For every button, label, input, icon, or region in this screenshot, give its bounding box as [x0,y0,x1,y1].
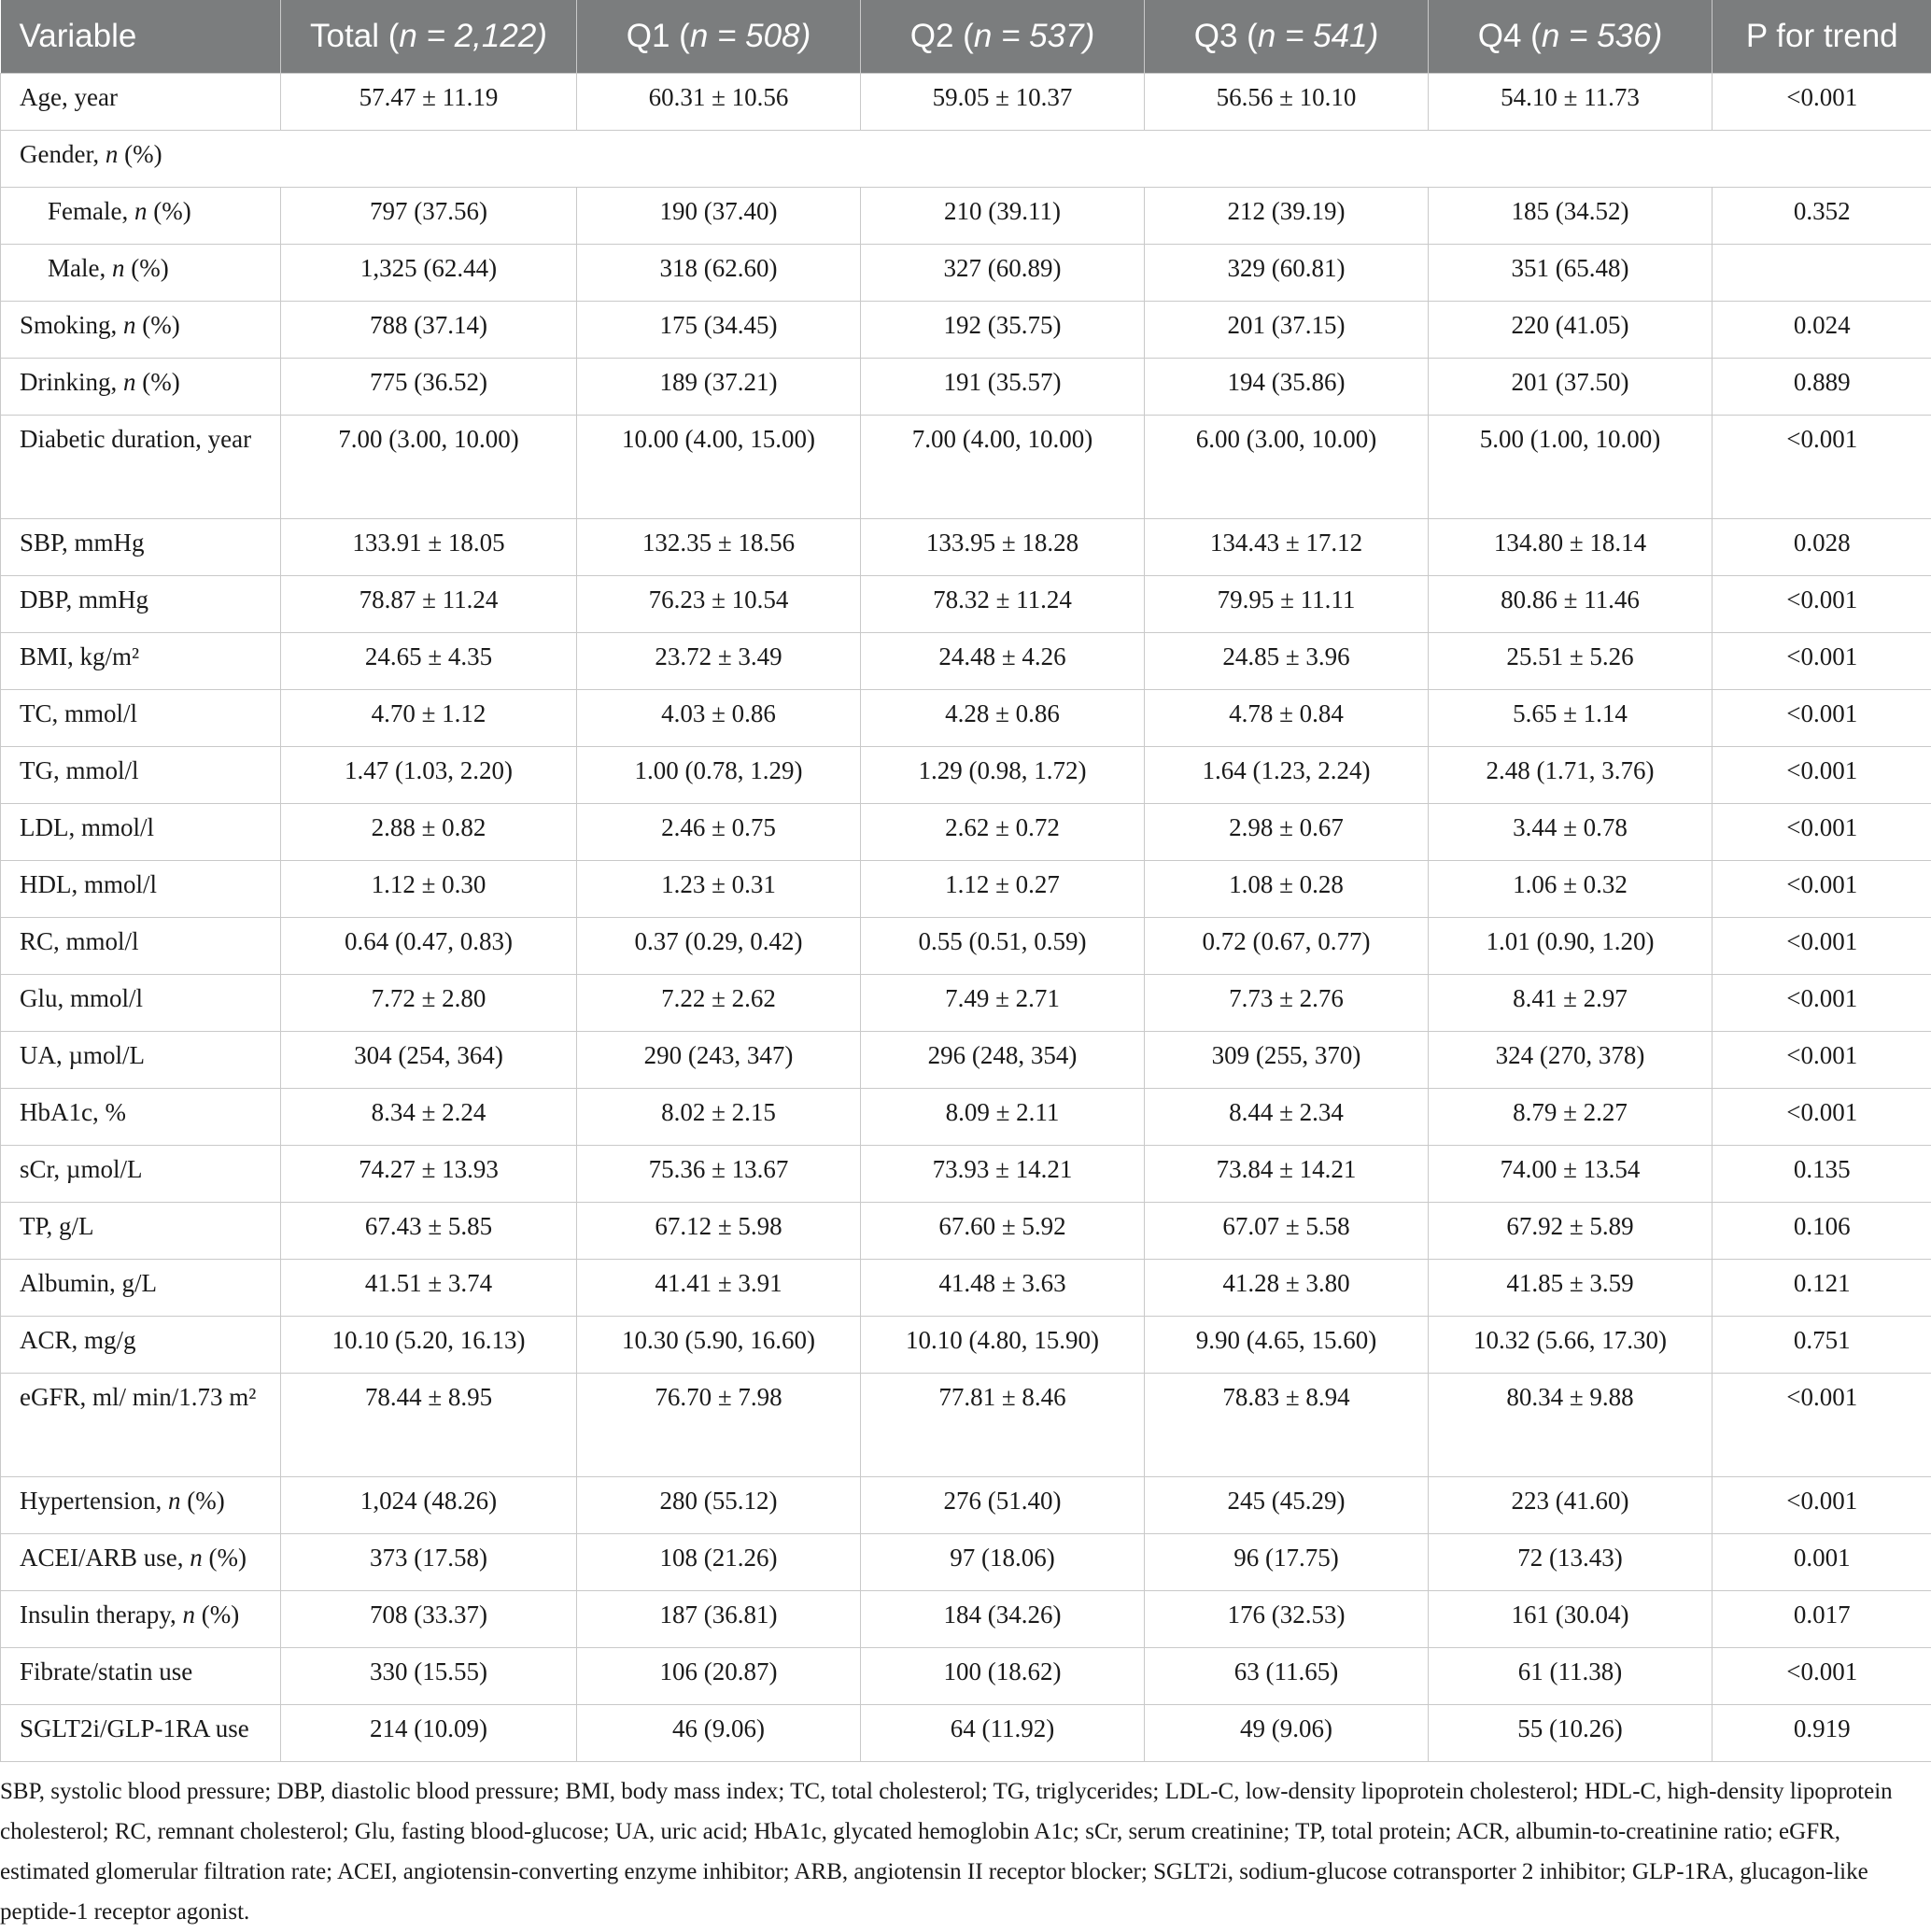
value-cell: 0.37 (0.29, 0.42) [577,918,861,975]
value-cell: 2.46 ± 0.75 [577,804,861,861]
table-row [1,1591,1931,1648]
column-n: n = 536) [1542,18,1662,54]
row-variable-label: Diabetic duration, year [1,416,281,519]
row-variable-label: BMI, kg/m² [1,633,281,690]
row-variable-label: Glu, mmol/l [1,975,281,1032]
table-row [1,519,1931,576]
value-cell: 54.10 ± 11.73 [1429,74,1713,131]
row-variable-label: RC, mmol/l [1,918,281,975]
value-cell: 10.32 (5.66, 17.30) [1429,1317,1713,1374]
row-variable-label: HbA1c, % [1,1089,281,1146]
value-cell: 175 (34.45) [577,302,861,359]
value-cell: 67.07 ± 5.58 [1145,1203,1429,1260]
value-cell: 8.09 ± 2.11 [861,1089,1145,1146]
value-cell: 185 (34.52) [1429,188,1713,245]
value-cell: 133.95 ± 18.28 [861,519,1145,576]
value-cell: 74.27 ± 13.93 [281,1146,577,1203]
p-trend-cell: <0.001 [1713,804,1931,861]
column-header-q3 [1145,0,1429,74]
p-trend-cell [1713,245,1931,302]
column-header-q4 [1429,0,1713,74]
value-cell: 10.10 (4.80, 15.90) [861,1317,1145,1374]
value-cell: 161 (30.04) [1429,1591,1713,1648]
value-cell: 1.00 (0.78, 1.29) [577,747,861,804]
value-cell: 210 (39.11) [861,188,1145,245]
value-cell: 1.23 ± 0.31 [577,861,861,918]
value-cell: 5.65 ± 1.14 [1429,690,1713,747]
p-trend-cell: 0.121 [1713,1260,1931,1317]
table-row [1,1032,1931,1089]
column-label: Variable [20,18,137,54]
value-cell: 49 (9.06) [1145,1705,1429,1762]
p-trend-cell: 0.017 [1713,1591,1931,1648]
value-cell: 1.12 ± 0.30 [281,861,577,918]
value-cell: 7.00 (3.00, 10.00) [281,416,577,519]
value-cell: 788 (37.14) [281,302,577,359]
value-cell: 3.44 ± 0.78 [1429,804,1713,861]
value-cell: 245 (45.29) [1145,1477,1429,1534]
row-variable-label: eGFR, ml/ min/1.73 m² [1,1374,281,1477]
value-cell: 1.08 ± 0.28 [1145,861,1429,918]
value-cell: 192 (35.75) [861,302,1145,359]
table-row [1,359,1931,416]
value-cell: 78.44 ± 8.95 [281,1374,577,1477]
table-footnote: SBP, systolic blood pressure; DBP, diastolic blood pressure; BMI, body mass index; TC, total cholesterol; TG, triglycerides; LDL-C, low-density lipoprotein cholesterol; HDL-C, high-density lipoprotein cholesterol; RC, remnant cholesterol; Glu, fasting blood-glucose; UA, uric acid; HbA1c, glycated hemoglobin A1c; sCr, serum creatinine; TP, total protein; ACR, albumin-to-creatinine ratio; eGFR, estimated glomerular filtration rate; ACEI, angiotensin-converting enzyme inhibitor; ARB, angiotensin II receptor blocker; SGLT2i, sodium-glucose cotransporter 2 inhibitor; GLP-1RA, glucagon-like peptide-1 receptor agonist. [0,1762,1924,1932]
value-cell: 190 (37.40) [577,188,861,245]
table-header [1,0,1931,74]
value-cell: 0.55 (0.51, 0.59) [861,918,1145,975]
table-row [1,576,1931,633]
value-cell: 8.44 ± 2.34 [1145,1089,1429,1146]
p-trend-cell: 0.028 [1713,519,1931,576]
value-cell: 6.00 (3.00, 10.00) [1145,416,1429,519]
table-row [1,1374,1931,1477]
value-cell: 10.00 (4.00, 15.00) [577,416,861,519]
value-cell: 351 (65.48) [1429,245,1713,302]
value-cell: 72 (13.43) [1429,1534,1713,1591]
value-cell: 2.62 ± 0.72 [861,804,1145,861]
value-cell: 46 (9.06) [577,1705,861,1762]
value-cell: 187 (36.81) [577,1591,861,1648]
value-cell: 184 (34.26) [861,1591,1145,1648]
value-cell: 41.41 ± 3.91 [577,1260,861,1317]
value-cell: 4.78 ± 0.84 [1145,690,1429,747]
column-label: Q1 ( [627,18,690,54]
value-cell: 133.91 ± 18.05 [281,519,577,576]
row-variable-label: DBP, mmHg [1,576,281,633]
value-cell: 78.87 ± 11.24 [281,576,577,633]
value-cell: 280 (55.12) [577,1477,861,1534]
p-trend-cell: <0.001 [1713,975,1931,1032]
value-cell: 7.49 ± 2.71 [861,975,1145,1032]
column-label: Q3 ( [1194,18,1258,54]
value-cell: 59.05 ± 10.37 [861,74,1145,131]
value-cell: 327 (60.89) [861,245,1145,302]
value-cell: 1.12 ± 0.27 [861,861,1145,918]
table-row [1,690,1931,747]
value-cell: 7.72 ± 2.80 [281,975,577,1032]
row-variable-label: ACEI/ARB use, n (%) [1,1534,281,1591]
table-row [1,1089,1931,1146]
value-cell: 201 (37.15) [1145,302,1429,359]
value-cell: 2.88 ± 0.82 [281,804,577,861]
p-trend-cell: <0.001 [1713,747,1931,804]
value-cell: 1.47 (1.03, 2.20) [281,747,577,804]
value-cell: 60.31 ± 10.56 [577,74,861,131]
value-cell: 132.35 ± 18.56 [577,519,861,576]
column-label: P for trend [1746,18,1898,54]
value-cell: 194 (35.86) [1145,359,1429,416]
table-row [1,1146,1931,1203]
value-cell: 0.72 (0.67, 0.77) [1145,918,1429,975]
column-label: Total ( [310,18,399,54]
value-cell: 2.48 (1.71, 3.76) [1429,747,1713,804]
p-trend-cell: 0.024 [1713,302,1931,359]
table-row [1,861,1931,918]
value-cell: 214 (10.09) [281,1705,577,1762]
value-cell: 78.32 ± 11.24 [861,576,1145,633]
table-row [1,1317,1931,1374]
p-trend-cell: 0.919 [1713,1705,1931,1762]
value-cell: 8.41 ± 2.97 [1429,975,1713,1032]
value-cell: 220 (41.05) [1429,302,1713,359]
p-trend-cell: <0.001 [1713,416,1931,519]
row-variable-label: Smoking, n (%) [1,302,281,359]
row-variable-label: Age, year [1,74,281,131]
value-cell: 41.48 ± 3.63 [861,1260,1145,1317]
value-cell: 708 (33.37) [281,1591,577,1648]
value-cell: 80.34 ± 9.88 [1429,1374,1713,1477]
value-cell: 24.48 ± 4.26 [861,633,1145,690]
row-variable-label: Fibrate/statin use [1,1648,281,1705]
value-cell: 212 (39.19) [1145,188,1429,245]
table-row [1,1203,1931,1260]
table-row [1,804,1931,861]
value-cell: 1.29 (0.98, 1.72) [861,747,1145,804]
value-cell: 8.79 ± 2.27 [1429,1089,1713,1146]
row-variable-label: Female, n (%) [1,188,281,245]
value-cell: 0.64 (0.47, 0.83) [281,918,577,975]
table-row [1,975,1931,1032]
row-variable-label: Male, n (%) [1,245,281,302]
value-cell: 1.06 ± 0.32 [1429,861,1713,918]
row-variable-label: TG, mmol/l [1,747,281,804]
table-row [1,1477,1931,1534]
value-cell: 4.70 ± 1.12 [281,690,577,747]
table-row [1,416,1931,519]
row-variable-label: Drinking, n (%) [1,359,281,416]
row-variable-label: LDL, mmol/l [1,804,281,861]
table-row [1,918,1931,975]
value-cell: 41.51 ± 3.74 [281,1260,577,1317]
table-row [1,131,1931,188]
column-label: Q2 ( [910,18,974,54]
value-cell: 63 (11.65) [1145,1648,1429,1705]
value-cell: 67.43 ± 5.85 [281,1203,577,1260]
value-cell: 96 (17.75) [1145,1534,1429,1591]
value-cell: 797 (37.56) [281,188,577,245]
p-trend-cell: <0.001 [1713,861,1931,918]
column-header-total [281,0,577,74]
row-variable-label: sCr, µmol/L [1,1146,281,1203]
p-trend-cell: 0.352 [1713,188,1931,245]
value-cell: 318 (62.60) [577,245,861,302]
column-label: Q4 ( [1478,18,1542,54]
column-n: n = 537) [974,18,1094,54]
value-cell: 8.02 ± 2.15 [577,1089,861,1146]
table-row [1,1534,1931,1591]
table-row [1,245,1931,302]
row-variable-label: Gender, n (%) [1,131,1931,188]
value-cell: 4.03 ± 0.86 [577,690,861,747]
p-trend-cell: <0.001 [1713,1374,1931,1477]
value-cell: 191 (35.57) [861,359,1145,416]
value-cell: 775 (36.52) [281,359,577,416]
table-row [1,1260,1931,1317]
row-variable-label: UA, µmol/L [1,1032,281,1089]
value-cell: 73.84 ± 14.21 [1145,1146,1429,1203]
value-cell: 55 (10.26) [1429,1705,1713,1762]
value-cell: 9.90 (4.65, 15.60) [1145,1317,1429,1374]
value-cell: 329 (60.81) [1145,245,1429,302]
value-cell: 100 (18.62) [861,1648,1145,1705]
value-cell: 75.36 ± 13.67 [577,1146,861,1203]
p-trend-cell: <0.001 [1713,1032,1931,1089]
p-trend-cell: 0.889 [1713,359,1931,416]
value-cell: 5.00 (1.00, 10.00) [1429,416,1713,519]
p-trend-cell: 0.106 [1713,1203,1931,1260]
row-variable-label: SGLT2i/GLP-1RA use [1,1705,281,1762]
p-trend-cell: 0.751 [1713,1317,1931,1374]
value-cell: 373 (17.58) [281,1534,577,1591]
value-cell: 76.23 ± 10.54 [577,576,861,633]
value-cell: 64 (11.92) [861,1705,1145,1762]
value-cell: 1.01 (0.90, 1.20) [1429,918,1713,975]
table-row [1,74,1931,131]
value-cell: 189 (37.21) [577,359,861,416]
value-cell: 77.81 ± 8.46 [861,1374,1145,1477]
value-cell: 330 (15.55) [281,1648,577,1705]
value-cell: 2.98 ± 0.67 [1145,804,1429,861]
p-trend-cell: <0.001 [1713,1648,1931,1705]
row-variable-label: TP, g/L [1,1203,281,1260]
value-cell: 67.92 ± 5.89 [1429,1203,1713,1260]
value-cell: 296 (248, 354) [861,1032,1145,1089]
value-cell: 7.73 ± 2.76 [1145,975,1429,1032]
value-cell: 324 (270, 378) [1429,1032,1713,1089]
value-cell: 290 (243, 347) [577,1032,861,1089]
value-cell: 7.00 (4.00, 10.00) [861,416,1145,519]
value-cell: 7.22 ± 2.62 [577,975,861,1032]
table-row [1,302,1931,359]
value-cell: 56.56 ± 10.10 [1145,74,1429,131]
value-cell: 304 (254, 364) [281,1032,577,1089]
value-cell: 201 (37.50) [1429,359,1713,416]
p-trend-cell: <0.001 [1713,1477,1931,1534]
value-cell: 57.47 ± 11.19 [281,74,577,131]
value-cell: 10.30 (5.90, 16.60) [577,1317,861,1374]
value-cell: 1.64 (1.23, 2.24) [1145,747,1429,804]
table-body [1,74,1931,1762]
p-trend-cell: <0.001 [1713,1089,1931,1146]
p-trend-cell: <0.001 [1713,576,1931,633]
value-cell: 176 (32.53) [1145,1591,1429,1648]
p-trend-cell: <0.001 [1713,74,1931,131]
value-cell: 8.34 ± 2.24 [281,1089,577,1146]
value-cell: 108 (21.26) [577,1534,861,1591]
value-cell: 80.86 ± 11.46 [1429,576,1713,633]
value-cell: 67.60 ± 5.92 [861,1203,1145,1260]
table-row [1,747,1931,804]
column-header-variable [1,0,281,74]
p-trend-cell: <0.001 [1713,918,1931,975]
p-trend-cell: <0.001 [1713,633,1931,690]
row-variable-label: HDL, mmol/l [1,861,281,918]
value-cell: 134.43 ± 17.12 [1145,519,1429,576]
value-cell: 67.12 ± 5.98 [577,1203,861,1260]
value-cell: 41.85 ± 3.59 [1429,1260,1713,1317]
value-cell: 4.28 ± 0.86 [861,690,1145,747]
column-header-q1 [577,0,861,74]
value-cell: 309 (255, 370) [1145,1032,1429,1089]
column-n: n = 2,122) [399,18,547,54]
value-cell: 1,325 (62.44) [281,245,577,302]
value-cell: 41.28 ± 3.80 [1145,1260,1429,1317]
value-cell: 24.85 ± 3.96 [1145,633,1429,690]
value-cell: 76.70 ± 7.98 [577,1374,861,1477]
row-variable-label: Hypertension, n (%) [1,1477,281,1534]
value-cell: 223 (41.60) [1429,1477,1713,1534]
row-variable-label: SBP, mmHg [1,519,281,576]
row-variable-label: ACR, mg/g [1,1317,281,1374]
value-cell: 61 (11.38) [1429,1648,1713,1705]
column-n: n = 541) [1258,18,1378,54]
column-header-p-trend [1713,0,1931,74]
value-cell: 78.83 ± 8.94 [1145,1374,1429,1477]
value-cell: 24.65 ± 4.35 [281,633,577,690]
header-row [1,0,1931,74]
value-cell: 73.93 ± 14.21 [861,1146,1145,1203]
table-row [1,1705,1931,1762]
table-row [1,188,1931,245]
value-cell: 23.72 ± 3.49 [577,633,861,690]
p-trend-cell: <0.001 [1713,690,1931,747]
row-variable-label: Albumin, g/L [1,1260,281,1317]
value-cell: 97 (18.06) [861,1534,1145,1591]
value-cell: 74.00 ± 13.54 [1429,1146,1713,1203]
table-row [1,633,1931,690]
value-cell: 1,024 (48.26) [281,1477,577,1534]
row-variable-label: Insulin therapy, n (%) [1,1591,281,1648]
column-header-q2 [861,0,1145,74]
value-cell: 79.95 ± 11.11 [1145,576,1429,633]
p-trend-cell: 0.001 [1713,1534,1931,1591]
value-cell: 134.80 ± 18.14 [1429,519,1713,576]
value-cell: 106 (20.87) [577,1648,861,1705]
table-row [1,1648,1931,1705]
column-n: n = 508) [690,18,810,54]
value-cell: 276 (51.40) [861,1477,1145,1534]
p-trend-cell: 0.135 [1713,1146,1931,1203]
row-variable-label: TC, mmol/l [1,690,281,747]
value-cell: 25.51 ± 5.26 [1429,633,1713,690]
value-cell: 10.10 (5.20, 16.13) [281,1317,577,1374]
